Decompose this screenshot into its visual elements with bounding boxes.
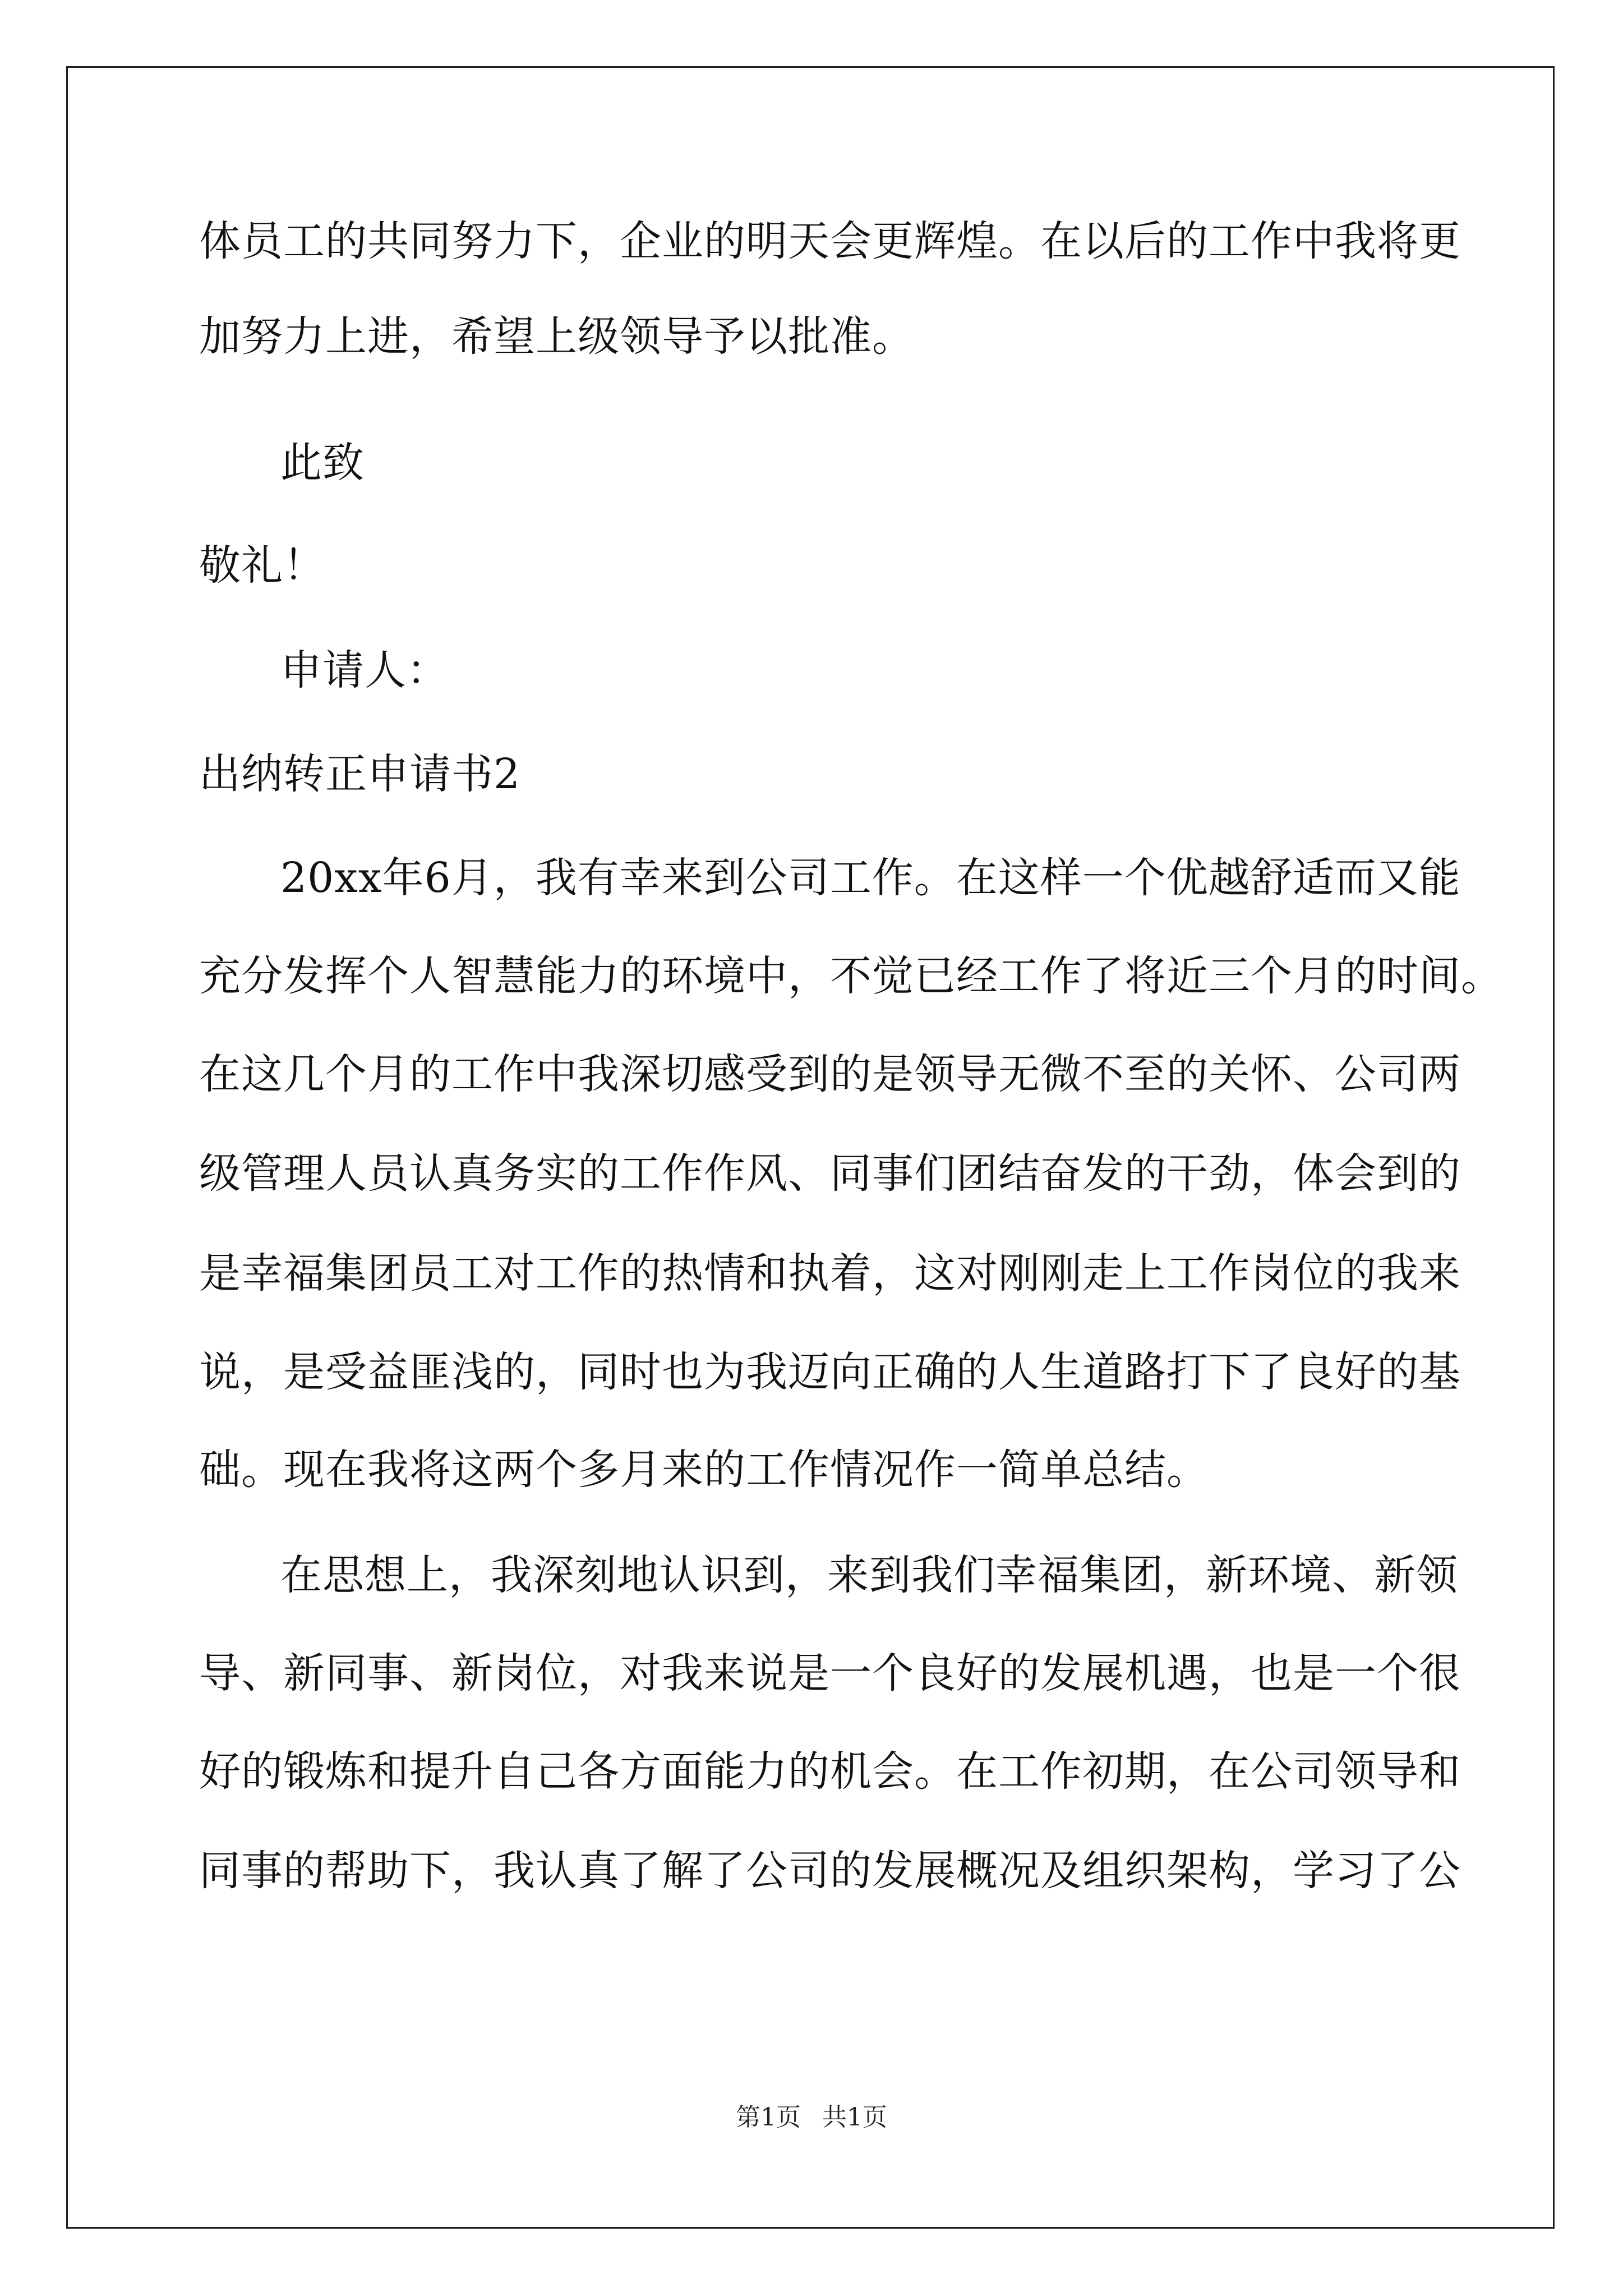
body-line-13: 础。现在我将这两个多月来的工作情况作一简单总结。	[199, 1446, 1209, 1494]
closing-cizhi: 此致	[280, 439, 365, 487]
body-line-2: 加努力上进，希望上级领导予以批准。	[199, 312, 914, 361]
page-footer	[0, 2101, 1623, 2134]
body-line-15: 导、新同事、新岗位，对我来说是一个良好的发展机遇，也是一个很	[199, 1649, 1461, 1697]
body-line-12: 说，是受益匪浅的，同时也为我迈向正确的人生道路打下了良好的基	[199, 1348, 1461, 1396]
section-title: 出纳转正申请书2	[199, 750, 521, 798]
body-line-8: 充分发挥个人智慧能力的环境中，不觉已经工作了将近三个月的时间。	[199, 952, 1503, 1000]
applicant-label: 申请人：	[280, 646, 449, 694]
body-line-17: 同事的帮助下，我认真了解了公司的发展概况及组织架构，学习了公	[199, 1847, 1461, 1895]
body-line-11: 是幸福集团员工对工作的热情和执着，这对刚刚走上工作岗位的我来	[199, 1249, 1461, 1297]
body-line-14: 在思想上，我深刻地认识到，来到我们幸福集团，新环境、新领	[280, 1551, 1458, 1599]
closing-jingli: 敬礼！	[199, 541, 325, 590]
page-number-total: 共1页	[822, 2103, 887, 2132]
page-number-current: 第1页	[736, 2103, 801, 2132]
body-line-9: 在这几个月的工作中我深切感受到的是领导无微不至的关怀、公司两	[199, 1050, 1461, 1098]
body-line-16: 好的锻炼和提升自己各方面能力的机会。在工作初期，在公司领导和	[199, 1747, 1461, 1796]
body-line-1: 体员工的共同努力下，企业的明天会更辉煌。在以后的工作中我将更	[199, 217, 1461, 265]
body-line-7: 20xx年6月，我有幸来到公司工作。在这样一个优越舒适而又能	[280, 854, 1461, 902]
body-line-10: 级管理人员认真务实的工作作风、同事们团结奋发的干劲，体会到的	[199, 1149, 1461, 1198]
